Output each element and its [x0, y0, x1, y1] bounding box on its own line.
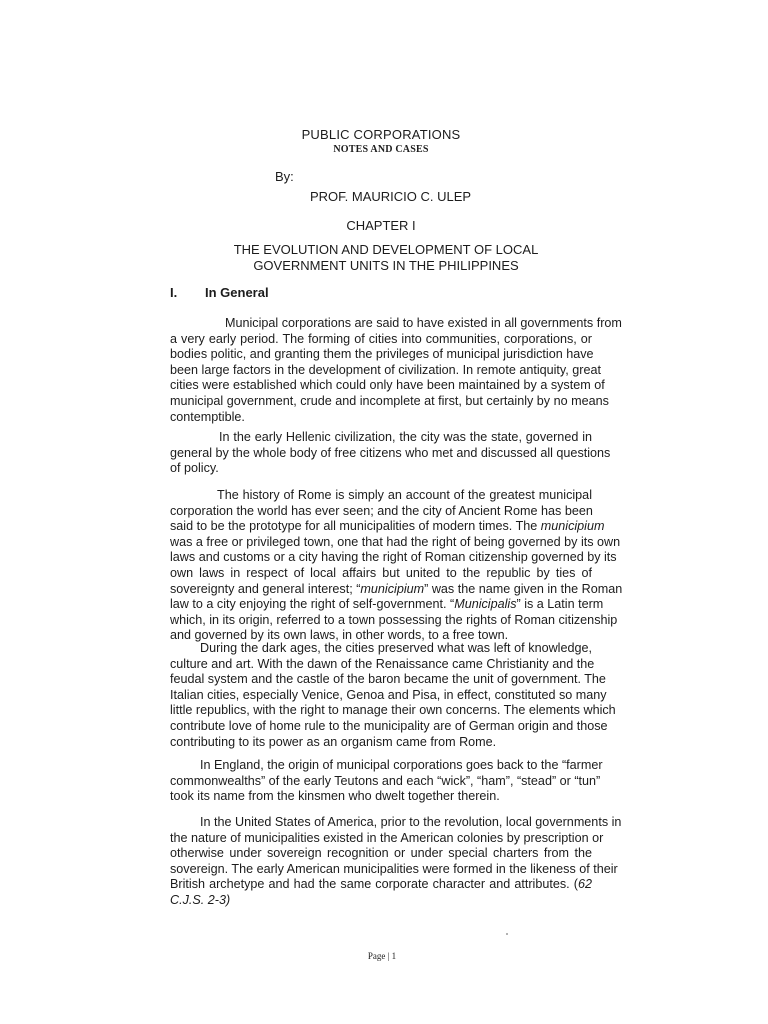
text-line: culture and art. With the dawn of the Renaissance came Christianity and the — [170, 656, 595, 671]
page-number: Page | 1 — [367, 951, 397, 961]
document-subtitle: NOTES AND CASES — [333, 144, 429, 155]
citation: C.J.S. 2-3) — [170, 892, 231, 907]
section-number: I. — [170, 285, 178, 300]
paragraph — [170, 758, 603, 805]
chapter-title — [0, 242, 768, 274]
by-label: By: — [275, 169, 294, 184]
text-line: commonwealths” of the early Teutons and each “wick”, “ham”, “stead” or “tun” — [170, 773, 601, 788]
text-line: feudal system and the castle of the baron became the unit of government. The — [170, 672, 606, 687]
text-line: contributing to its power as an organism came from Rome. — [170, 734, 497, 749]
text-run: British archetype and had the same corporate character and attributes. ( — [170, 877, 578, 892]
text-line: corporation the world has ever seen; and the city of Ancient Rome has been — [170, 503, 593, 518]
italic-term: municipium — [360, 581, 425, 596]
text-line: Italian cities, especially Venice, Genoa and Pisa, in effect, constituted so many — [170, 687, 607, 702]
scan-speck — [506, 933, 508, 935]
section-heading: In General — [205, 285, 269, 300]
chapter-title-line: GOVERNMENT UNITS IN THE PHILIPPINES — [253, 258, 519, 273]
paragraph — [170, 316, 622, 425]
text-line — [170, 581, 623, 598]
text-line: During the dark ages, the cities preserved what was left of knowledge, — [200, 641, 592, 655]
text-line: general by the whole body of free citizens who met and discussed all questions — [170, 445, 611, 460]
text-line: took its name from the kinsmen who dwelt together therein. — [170, 789, 500, 804]
chapter-title-line: THE EVOLUTION AND DEVELOPMENT OF LOCAL — [233, 242, 539, 257]
text-line: which, in its origin, referred to a town possessing the rights of Roman citizenship — [170, 612, 618, 627]
text-run: sovereignty and general interest; “ — [170, 581, 361, 596]
text-line: sovereign. The early American municipalities were formed in the likeness of their — [170, 861, 618, 876]
text-line: municipal government, crude and incomplete at first, but certainly by no means — [170, 393, 609, 408]
text-line: laws and customs or a city having the right of Roman citizenship governed by its — [170, 550, 617, 565]
text-line: In England, the origin of municipal corporations goes back to the “farmer — [200, 758, 603, 772]
text-line: otherwise under sovereign recognition or under special charters from the — [170, 846, 592, 861]
paragraph — [170, 815, 622, 909]
text-line: the nature of municipalities existed in the American colonies by prescription or — [170, 830, 604, 845]
text-line: bodies politic, and granting them the privileges of municipal jurisdiction have — [170, 347, 594, 362]
text-line: little republics, with the right to manage their own concerns. The elements which — [170, 703, 616, 718]
text-line: been large factors in the development of civilization. In remote antiquity, great — [170, 362, 601, 377]
citation: 62 — [577, 877, 592, 892]
text-line: own laws in respect of local affairs but united to the republic by ties of — [170, 565, 592, 580]
text-line: cities were established which could only have been maintained by a system of — [170, 378, 605, 393]
paragraph — [170, 641, 616, 750]
text-line: was a free or privileged town, one that had the right of being governed by its own — [170, 534, 621, 549]
text-line: of policy. — [170, 461, 219, 476]
text-line — [170, 597, 604, 613]
text-line: In the United States of America, prior to the revolution, local governments in — [200, 815, 622, 829]
text-line: contemptible. — [170, 409, 245, 424]
text-run: ” was the name given in the Roman — [424, 581, 623, 596]
text-run: said to be the prototype for all municipalities of modern times. The — [170, 519, 538, 534]
paragraph — [170, 488, 623, 644]
text-line: In the early Hellenic civilization, the city was the state, governed in — [219, 430, 592, 444]
text-line — [170, 877, 592, 893]
paragraph — [170, 430, 611, 477]
text-line — [170, 893, 592, 909]
italic-term: Municipalis — [454, 597, 517, 612]
text-line: a very early period. The forming of cities into communities, corporations, or — [170, 331, 592, 346]
italic-term: municipium — [540, 519, 605, 534]
document-title: PUBLIC CORPORATIONS — [301, 127, 461, 142]
text-run: law to a city enjoying the right of self-government. “ — [170, 597, 455, 612]
author-name: PROF. MAURICIO C. ULEP — [310, 189, 472, 204]
text-line: The history of Rome is simply an account of the greatest municipal — [217, 488, 592, 502]
text-run: ” is a Latin term — [516, 597, 604, 612]
text-line: Municipal corporations are said to have existed in all governments from — [225, 316, 622, 330]
text-line: and governed by its own laws, in other words, to a free town. — [170, 628, 509, 643]
text-line — [170, 519, 605, 535]
text-line: contribute love of home rule to the municipality are of German origin and those — [170, 718, 608, 733]
chapter-label: CHAPTER I — [346, 218, 416, 233]
